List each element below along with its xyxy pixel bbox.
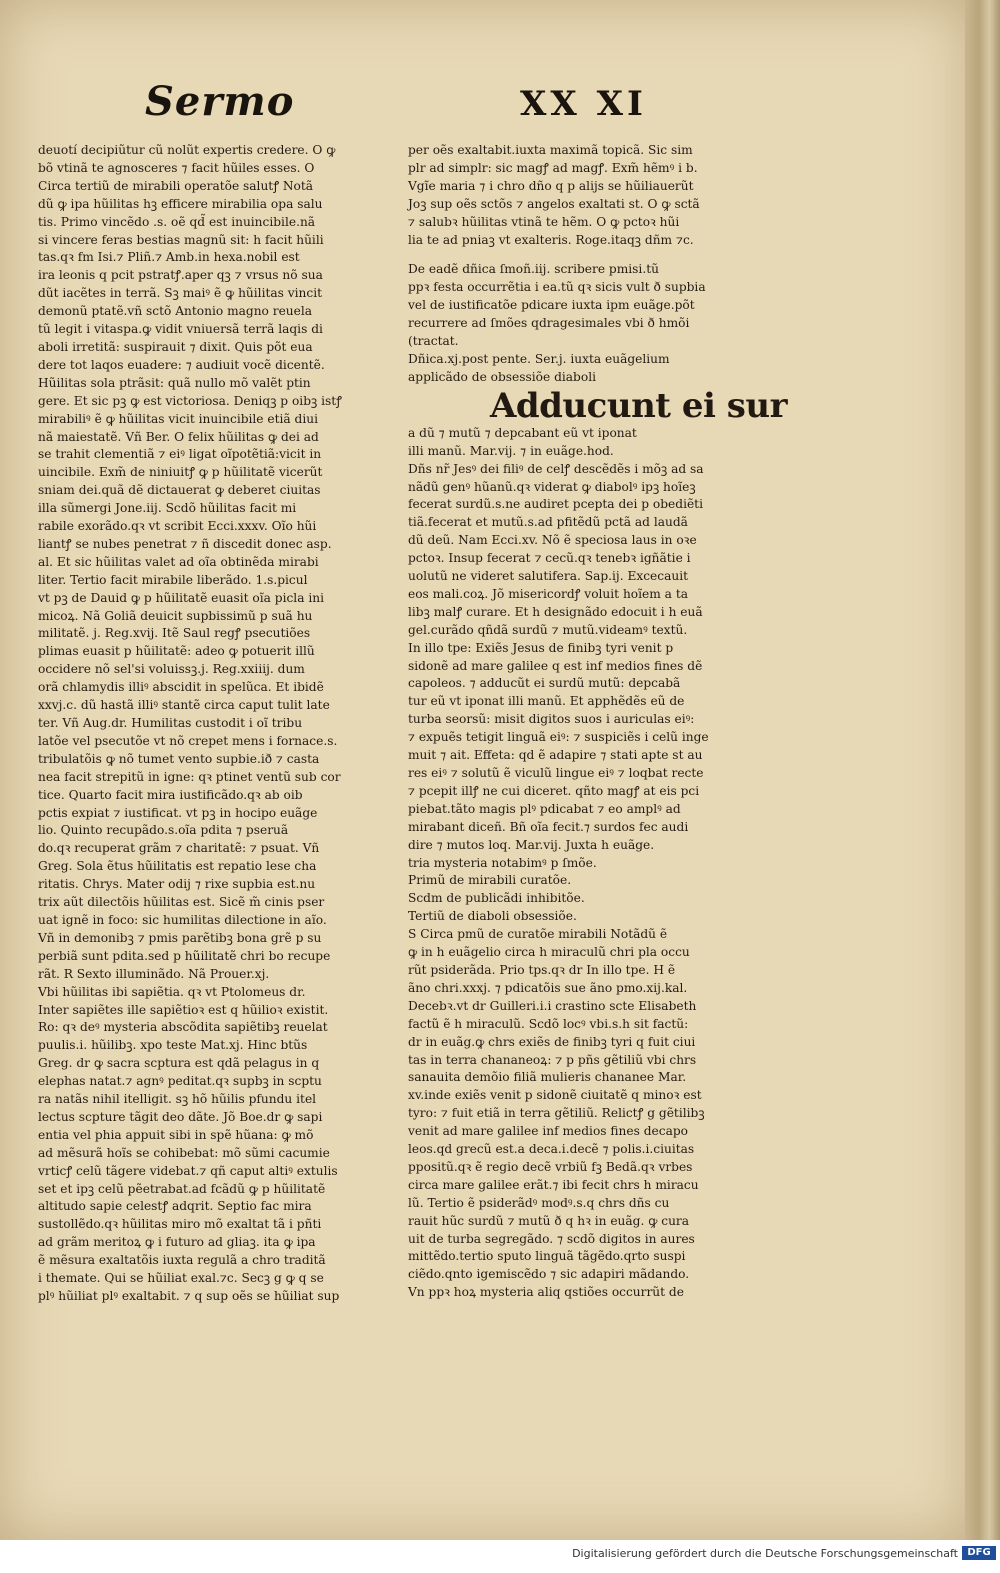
text-line: lũ. Tertio ẽ psiderãdꝰ modꝰ.s.q chrs dñs cu	[408, 1195, 670, 1210]
text-line: micoꝝ. Nã Goliã deuicit supbissimũ p suã hu	[38, 608, 313, 623]
text-line: S Circa pmũ de curatõe mirabili Notãdũ ẽ	[408, 927, 668, 942]
text-line: Vn ppꝛ hoꝝ mysteria aliq qstiões occurrũt de	[408, 1285, 684, 1300]
text-line: deuotí decipiũtur cũ nolũt expertis credere. O ꝙ	[38, 143, 336, 157]
note-line: recurrere ad ſmões qdragesimales vbi ð hmõi	[408, 316, 690, 331]
text-line: uit de turba segregãdo. ⁊ scdõ digitos in aures	[408, 1231, 695, 1246]
text-line: Decebꝛ.vt dr Guilleri.i.i crastino scte Elisabeth	[408, 998, 697, 1013]
text-line: tribulatõis ꝙ nõ tumet vento supbie.ið ⁊ casta	[38, 751, 320, 766]
running-head-right: XX XI	[520, 84, 647, 124]
text-line: al. Et sic hũilitas valet ad oĩa obtinẽda mirabi	[38, 554, 319, 569]
text-line: vrticꝭ celũ tãgere videbat.⁊ qñ caput altiꝰ extulis	[38, 1163, 338, 1178]
text-line: do.qꝛ recuperat grãm ⁊ charitatẽ: ⁊ psuat. Vñ	[38, 841, 320, 856]
text-line: muit ⁊ ait. Effeta: qd ẽ adapire ⁊ stati apte st au	[408, 748, 703, 763]
text-line: ciẽdo.qnto igemiscẽdo ⁊ sic adapiri mãdando.	[408, 1267, 690, 1282]
text-line: pctis expiat ⁊ iustificat. vt pꝫ in hocipo euãge	[38, 805, 318, 820]
text-line: latõe vel psecutõe vt nõ crepet mens i fornace.s.	[38, 733, 338, 748]
note-line: (tractat.	[408, 334, 459, 349]
text-line: tur eũ vt iponat illi manũ. Et apphẽdẽs eũ de	[408, 694, 685, 709]
text-line: lio. Quinto recupãdo.s.oĩa pdita ⁊ pseruã	[38, 823, 289, 838]
text-line: res eiꝰ ⁊ solutũ ẽ viculũ lingue eiꝰ ⁊ loqbat recte	[408, 766, 704, 780]
title-line: Dñica.xj.post pente. Ser.j. iuxta euãgelium	[408, 351, 670, 366]
text-line: mittẽdo.tertio sputo linguã tãgẽdo.qrto suspi	[408, 1249, 686, 1264]
text-line: rauit hũc surdũ ⁊ mutũ ð q hꝛ in euãg. ꝙ cura	[408, 1213, 690, 1228]
text-line: ẽ mẽsura exaltatõis iuxta regulã a chro traditã	[38, 1253, 326, 1268]
text-line: gel.curãdo qñdã surdũ ⁊ mutũ.videamꝰ textũ.	[408, 622, 688, 637]
right-column-note	[408, 261, 746, 351]
text-line: mirabant diceñ. Bñ oĩa fecit.⁊ surdos fec audi	[408, 819, 689, 834]
text-line: set et ipꝫ celũ pẽetrabat.ad fcãdũ ꝙ p hũilitatẽ	[38, 1181, 326, 1196]
text-line: rãt. R Sexto illuminãdo. Nã Prouer.xj.	[38, 966, 270, 981]
text-line: rabile exorãdo.qꝛ vt scribit Ecci.xxxv. Oĩo hũi	[38, 519, 317, 534]
text-line: tũ legit i vitaspa.ꝙ vidit vniuersã terrã laqis di	[38, 322, 323, 337]
text-line: turba seorsũ: misit digitos suos i auriculas eiꝰ:	[408, 712, 695, 727]
text-line: Tertiũ de diaboli obsessiõe.	[408, 909, 577, 924]
text-line: lia te ad pniaꝫ vt exalteris. Roge.itaqꝫ dñm ⁊c.	[408, 232, 694, 247]
text-line: militatẽ. j. Reg.xvij. Itẽ Saul regꝭ psecutiões	[38, 626, 311, 641]
text-line: plimas euasit p hũilitatẽ: adeo ꝙ potuerit illũ	[38, 644, 315, 659]
text-line: rũt psiderãda. Prio tps.qꝛ dr In illo tpe. H ẽ	[408, 962, 676, 977]
text-line: trix aũt dilectõis hũilitas est. Sicẽ m̃ cinis pser	[38, 895, 325, 910]
incipit-heading: Adducunt ei sur	[490, 385, 787, 426]
text-line: illa sũmergi Jone.iij. Scdõ hũilitas facit mi	[38, 501, 297, 516]
right-column	[408, 142, 787, 1300]
text-line: perbiã sunt pdita.sed p hũilitatẽ chri bo recupe	[38, 948, 331, 963]
text-line: uolutũ ne videret salutifera. Sap.ij. Excecauit	[408, 569, 688, 584]
text-line: tria mysteria notabimꝰ p ſmõe.	[408, 855, 597, 870]
text-line: In illo tpe: Exiẽs Jesus de finibꝫ tyri venit p	[408, 640, 674, 655]
right-column-top	[408, 142, 746, 249]
text-line: orã chlamydis illiꝰ abscidit in spelũca. Et ibidẽ	[38, 680, 324, 695]
text-line: uincibile. Exm̃ de niniuitꝭ ꝙ p hũilitatẽ vicerũt	[38, 465, 323, 480]
text-line: ꝙ in h euãgelio circa h miraculũ chri pla occu	[408, 945, 690, 960]
text-line: tyro: ⁊ fuit etiã in terra gẽtiliũ. Relictꝭ g gẽtilibꝫ	[408, 1106, 705, 1121]
text-line: Inter sapiẽtes ille sapiẽtioꝛ est q hũilioꝛ existit.	[38, 1002, 329, 1017]
text-line: illi manũ. Mar.vij. ⁊ in euãge.hod.	[408, 443, 614, 458]
text-line: ⁊ salubꝛ hũilitas vtinã te hẽm. O ꝙ pctoꝛ hũi	[408, 214, 680, 229]
text-line: tas in terra chananeoꝝ: ⁊ p pñs gẽtiliũ vbi chrs	[408, 1052, 697, 1067]
text-line: Vñ in demonibꝫ ⁊ pmis parẽtibꝫ bona grẽ p su	[38, 930, 322, 945]
text-line: leos.qd grecũ est.a deca.i.decẽ ⁊ polis.i.ciuitas	[408, 1142, 695, 1157]
text-line: venit ad mare galilee inf medios fines decapo	[408, 1124, 688, 1139]
text-line: fecerat surdũ.s.ne audiret pcepta dei p obediẽti	[408, 497, 703, 512]
dfg-logo: DFG	[962, 1546, 996, 1560]
text-line: Ro: qꝛ deꝰ mysteria abscõdita sapiẽtibꝫ reuelat	[38, 1020, 328, 1035]
text-line: altitudo sapie celestꝭ adqrit. Septio fac mira	[38, 1199, 312, 1214]
text-line: Vgĩe maria ⁊ i chro dño q p alijs se hũiliauerũt	[408, 178, 694, 193]
text-line: a dũ ⁊ mutũ ⁊ depcabant eũ vt iponat	[408, 425, 637, 440]
note-line: De eadẽ dñica ſmoñ.iij. scribere pmisi.tũ	[408, 262, 659, 277]
text-line: nãdũ genꝰ hũanũ.qꝛ viderat ꝙ diabolꝰ ipꝫ hoĩeꝫ	[408, 479, 696, 494]
text-line: ritatis. Chrys. Mater odij ⁊ rixe supbia est.nu	[38, 877, 316, 892]
text-line: per oẽs exaltabit.iuxta maximã topicã. Sic sim	[408, 143, 693, 157]
text-line: liter. Tertio facit mirabile liberãdo. 1.s.picul	[38, 572, 308, 587]
text-line: nã maiestatẽ. Vñ Ber. O felix hũilitas ꝙ dei ad	[38, 429, 319, 444]
text-line: libꝫ malꝭ curare. Et h designãdo edocuit i h euã	[408, 604, 703, 619]
text-line: si vincere feras bestias magnũ sit: h facit hũili	[38, 232, 324, 247]
text-line: xv.inde exiẽs venit p sidonẽ ciuitatẽ q minoꝛ est	[408, 1088, 702, 1103]
title-line: applicãdo de obsessiõe diaboli	[408, 369, 596, 384]
left-column	[38, 142, 398, 1303]
text-line: se trahit clementiã ⁊ eiꝰ ligat oĩpotẽtiã:vicit in	[38, 447, 322, 462]
text-line: circa mare galilee erãt.⁊ ibi fecit chrs h miracu	[408, 1177, 699, 1192]
running-head-left: Sermo	[145, 78, 295, 125]
text-line: Greg. Sola ẽtus hũilitatis est repatio lese cha	[38, 859, 317, 874]
text-line: sustollẽdo.qꝛ hũilitas miro mõ exaltat tã i pñti	[38, 1217, 322, 1232]
text-line: sanauita demõio filiã mulieris chananee Mar.	[408, 1070, 687, 1085]
text-line: dire ⁊ mutos loq. Mar.vij. Juxta h euãge.	[408, 837, 655, 852]
text-line: ter. Vñ Aug.dr. Humilitas custodit i oĩ tribu	[38, 716, 303, 730]
text-line: tiã.fecerat et mutũ.s.ad pfitẽdũ pctã ad laudã	[408, 515, 688, 530]
text-line: sidonẽ ad mare galilee q est inf medios fines dẽ	[408, 658, 703, 673]
text-line: plꝰ hũiliat plꝰ exaltabit. ⁊ q sup oẽs se hũiliat sup	[38, 1289, 340, 1303]
text-line: dũ ꝙ ipa hũilitas hꝫ efficere mirabilia opa salu	[38, 196, 323, 211]
text-line: Greg. dr ꝙ sacra scptura est qdã pelagus in q	[38, 1056, 320, 1071]
text-line: sniam dei.quã dẽ dictauerat ꝙ deberet ciuitas	[38, 483, 321, 498]
text-line: ppositũ.qꝛ ẽ regio decẽ vrbiũ fꝫ Bedã.qꝛ vrbes	[408, 1159, 693, 1174]
text-line: aboli irretitã: suspirauit ⁊ dixit. Quis põt eua	[38, 339, 313, 354]
text-line: tice. Quarto facit mira iustificãdo.qꝛ ab oib	[38, 787, 303, 802]
text-line: dũ deũ. Nam Ecci.xv. Nõ ẽ speciosa laus in oꝛe	[408, 533, 697, 548]
text-line: Vbi hũilitas ibi sapiẽtia. qꝛ vt Ptolomeus dr.	[38, 984, 306, 999]
text-line: ra natãs nihil itelligit. sꝫ hõ hũilis pfundu itel	[38, 1092, 317, 1107]
text-line: uat ignẽ in foco: sic humilitas dilectione in aĩo.	[38, 912, 327, 927]
text-line: Dñs nr̃ Jesꝰ dei filiꝰ de celꝭ descẽdẽs i mõꝫ ad sa	[408, 461, 704, 476]
text-line: xxvj.c. dũ hastã illiꝰ stantẽ circa caput tulit late	[38, 698, 330, 713]
text-line: nea facit strepitũ in igne: qꝛ ptinet ventũ sub cor	[38, 769, 341, 784]
text-line: ad grãm meritoꝝ ꝙ i futuro ad gliaꝫ. ita ꝙ ipa	[38, 1235, 316, 1250]
text-line: Scdm de publicãdi inhibitõe.	[408, 891, 585, 906]
text-line: mirabiliꝰ ẽ ꝙ hũilitas vicit inuincibile etiã diui	[38, 411, 318, 426]
page-edge	[965, 0, 1000, 1540]
text-line: occidere nõ sel'si voluissꝫ.j. Reg.xxiiij. dum	[38, 662, 305, 677]
text-line: ira leonis q pcit pstratꝭ.aper qꝫ ⁊ vrsus nõ sua	[38, 268, 323, 283]
text-line: Hũilitas sola ptrãsit: quã nullo mõ valẽt ptin	[38, 375, 311, 390]
text-line: ãno chri.xxxj. ⁊ pdicatõis sue ãno pmo.xij.kal.	[408, 980, 688, 995]
note-line: ppꝛ festa occurrẽtia i ea.tũ qꝛ sicis vult ð supbia	[408, 280, 706, 295]
text-line: ⁊ expuẽs tetigit linguã eiꝰ: ⁊ suspiciẽs i celũ inge	[408, 730, 709, 745]
sermon-title	[408, 351, 746, 387]
text-line: plr ad simplr: sic magꝭ ad magꝭ. Exm̃ hẽmꝰ i b.	[408, 160, 698, 175]
text-line: lectus scpture tãgit deo dãte. Jõ Boe.dr ꝙ sapi	[38, 1109, 323, 1124]
text-line: Joꝫ sup oẽs sctõs ⁊ angelos exaltati st. O ꝙ sctã	[408, 196, 700, 211]
text-line: dere tot laqos euadere: ⁊ audiuit vocẽ dicentẽ.	[38, 357, 325, 372]
text-line: factũ ẽ h miraculũ. Scdõ locꝰ vbi.s.h sit factũ:	[408, 1016, 689, 1031]
text-line: elephas natat.⁊ agnꝰ peditat.qꝛ supbꝫ in scptu	[38, 1074, 322, 1089]
text-line: gere. Et sic pꝫ ꝙ est victoriosa. Deniqꝫ p oibꝫ istꝭ	[38, 393, 342, 408]
right-column-body	[408, 425, 746, 1302]
section-gap	[408, 249, 746, 261]
footer-credit: Digitalisierung gefördert durch die Deutsche Forschungsgemeinschaft	[572, 1547, 958, 1560]
text-line: piebat.tãto magis plꝰ pdicabat ⁊ eo amplꝰ ad	[408, 801, 681, 816]
text-line: puulis.i. hũilibꝫ. xpo teste Mat.xj. Hinc btũs	[38, 1038, 308, 1053]
text-line: Circa tertiũ de mirabili operatõe salutꝭ Notã	[38, 178, 314, 193]
text-line: i themate. Qui se hũiliat exal.⁊c. Secꝫ g ꝙ q se	[38, 1271, 324, 1286]
text-line: ad mẽsurã hoĩs se cohibebat: mõ sũmi cacumie	[38, 1145, 330, 1160]
text-line: dr in euãg.ꝙ chrs exiẽs de finibꝫ tyri q fuit ciui	[408, 1034, 696, 1049]
text-line: pctoꝛ. Insup fecerat ⁊ cecũ.qꝛ tenebꝛ igñãtie i	[408, 551, 691, 566]
text-line: ⁊ pcepit illꝭ ne cui diceret. qñto magꝭ at eis pci	[408, 783, 700, 798]
text-line: demonũ ptatẽ.vñ sctõ Antonio magno reuela	[38, 304, 313, 319]
text-line: entia vel phia appuit sibi in spẽ hũana: ꝙ mõ	[38, 1127, 314, 1142]
note-line: vel de iustificatõe pdicare iuxta ipm euãge.põt	[408, 298, 695, 313]
text-line: eos mali.coꝝ. Jõ misericordꝭ voluit hoĩem a ta	[408, 586, 688, 601]
text-line: bõ vtinã te agnosceres ⁊ facit hũiles esses. O	[38, 160, 315, 175]
text-line: dũt iacẽtes in terrã. Sꝫ maiꝰ ẽ ꝙ hũilitas vincit	[38, 286, 323, 301]
text-line: liantꝭ se nubes penetrat ⁊ ñ discedit donec asp.	[38, 536, 332, 551]
text-line: tas.qꝛ fm Isi.⁊ Pliñ.⁊ Amb.in hexa.nobil est	[38, 250, 300, 265]
text-line: Primũ de mirabili curatõe.	[408, 873, 572, 888]
text-line: vt pꝫ de Dauid ꝙ p hũilitatẽ euasit oĩa picla ini	[38, 590, 324, 605]
text-line: capoleos. ⁊ adducũt ei surdũ mutũ: depcabã	[408, 676, 681, 691]
text-line: tis. Primo vincẽdo .s. oẽ qd̃ est inuincibile.nã	[38, 214, 316, 229]
